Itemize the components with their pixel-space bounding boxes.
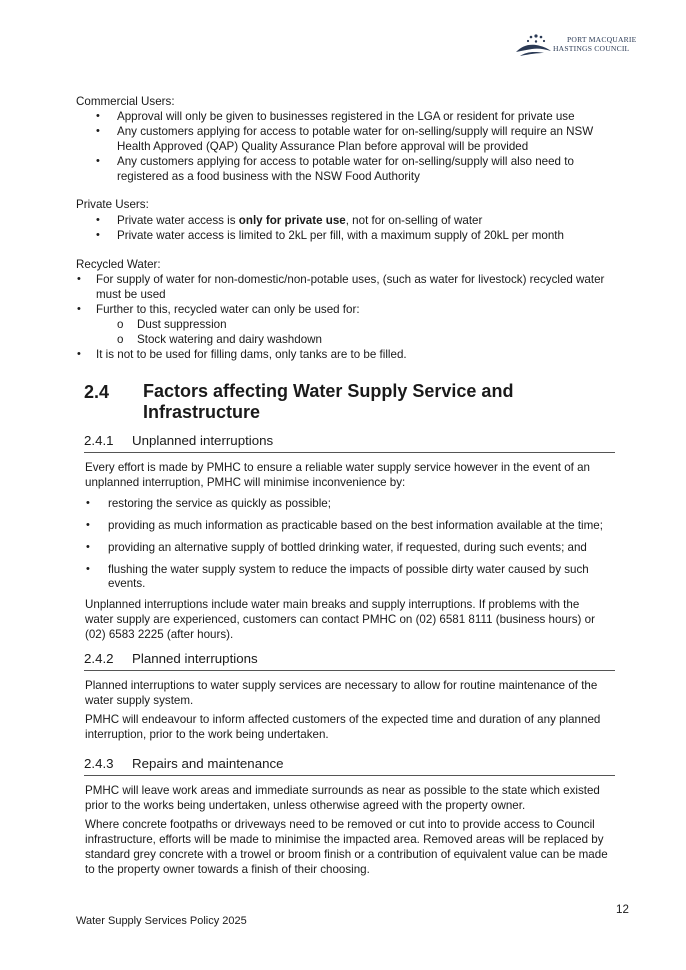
- private-users-label: Private Users:: [76, 198, 149, 211]
- commercial-item-2-line-2: Health Approved (QAP) Quality Assurance Plan before approval will be provided: [117, 140, 529, 153]
- unplanned-outro: Unplanned interruptions include water main breaks and supply interruptions. If problems with the water supply are experienced, customers can contact PMHC on (02) 6581 8111 (business hours) or (02) 6583 2225 (after hours).: [85, 598, 595, 641]
- bullet-marker: •: [96, 155, 100, 167]
- commercial-item-3-line-1: Any customers applying for access to potable water for on-selling/supply will also need to: [117, 155, 574, 168]
- commercial-item-2-line-1: Any customers applying for access to potable water for on-selling/supply will require an NSW: [117, 125, 594, 138]
- recycled-water-label: Recycled Water:: [76, 258, 161, 271]
- bullet-marker: •: [77, 348, 81, 360]
- sub-bullet-marker: o: [117, 318, 124, 331]
- subsection-title: Unplanned interruptions: [132, 433, 274, 448]
- subsection-heading-2-4-1: [84, 433, 615, 453]
- logo-icon: [514, 32, 552, 58]
- bullet-marker: •: [86, 519, 90, 531]
- subsection-heading-2-4-2: [84, 651, 615, 671]
- recycled-item-1-line-1: For supply of water for non-domestic/non-potable uses, (such as water for livestock) recycled water: [96, 273, 605, 286]
- council-logo: [514, 32, 637, 58]
- bullet-marker: •: [86, 497, 90, 509]
- unplanned-bullet-2: providing as much information as practicable based on the best information available at the time;: [108, 519, 603, 532]
- bullet-marker: •: [96, 229, 100, 241]
- repairs-paragraph-1: PMHC will leave work areas and immediate surrounds as near as possible to the state which existed prior to the works being undertaken, unless otherwise agreed with the property owner.: [85, 784, 600, 812]
- planned-paragraph-1: Planned interruptions to water supply services are necessary to allow for routine maintenance of the water supply system.: [85, 679, 598, 707]
- bullet-marker: •: [77, 303, 81, 315]
- planned-paragraph-2: PMHC will endeavour to inform affected customers of the expected time and duration of any planned interruption, prior to the work being undertaken.: [85, 713, 601, 741]
- bullet-marker: •: [96, 125, 100, 137]
- sub-bullet-marker: o: [117, 333, 124, 346]
- page-number: 12: [616, 903, 629, 916]
- unplanned-intro: Every effort is made by PMHC to ensure a reliable water supply service however in the event of an unplanned interruption, PMHC will minimise inconvenience by:: [85, 461, 591, 489]
- recycled-item-2: Further to this, recycled water can only be used for:: [96, 303, 360, 316]
- subsection-heading-2-4-3: [84, 756, 615, 776]
- bullet-marker: •: [86, 563, 90, 575]
- subsection-number: 2.4.2: [84, 651, 114, 666]
- commercial-users-label: Commercial Users:: [76, 95, 175, 108]
- recycled-sub-item-2: Stock watering and dairy washdown: [137, 333, 322, 346]
- logo-line-1: PORT MACQUARIE: [567, 35, 637, 44]
- section-title: Factors affecting Water Supply Service and Infrastructure: [143, 381, 514, 422]
- unplanned-bullet-4-line-2: events.: [108, 577, 146, 590]
- logo-line-2: HASTINGS COUNCIL: [553, 44, 630, 53]
- bullet-marker: •: [86, 541, 90, 553]
- commercial-item-3-line-2: registered as a food business with the NSW Food Authority: [117, 170, 420, 183]
- footer-document-title: Water Supply Services Policy 2025: [76, 915, 247, 927]
- bullet-marker: •: [96, 214, 100, 226]
- section-number: 2.4: [84, 382, 110, 402]
- subsection-title: Planned interruptions: [132, 651, 258, 666]
- unplanned-bullet-1: restoring the service as quickly as possible;: [108, 497, 331, 510]
- recycled-item-3: It is not to be used for filling dams, only tanks are to be filled.: [96, 348, 407, 361]
- bullet-marker: •: [77, 273, 81, 285]
- private-item-1: Private water access is only for private use, not for on-selling of water: [117, 214, 483, 227]
- emphasis-private-use: only for private use: [238, 214, 346, 227]
- subsection-number: 2.4.1: [84, 433, 114, 448]
- unplanned-bullet-3: providing an alternative supply of bottled drinking water, if requested, during such events; and: [108, 541, 587, 554]
- unplanned-bullet-4-line-1: flushing the water supply system to reduce the impacts of possible dirty water caused by such: [108, 563, 589, 576]
- repairs-paragraph-2: Where concrete footpaths or driveways need to be removed or cut into to provide access to Council infrastructure, efforts will be made to minimise the impacted area. Removed areas will be replaced by standard grey concrete with a trowel or broom finish or a contribution of equivalent value can be made to the property owner towards a finish of their choosing.: [85, 818, 608, 876]
- bullet-marker: •: [96, 110, 100, 122]
- subsection-title: Repairs and maintenance: [132, 756, 284, 771]
- recycled-item-1-line-2: must be used: [96, 288, 166, 301]
- commercial-item-1: Approval will only be given to businesses registered in the LGA or resident for private use: [117, 110, 575, 123]
- subsection-number: 2.4.3: [84, 756, 114, 771]
- recycled-sub-item-1: Dust suppression: [137, 318, 227, 331]
- private-item-2: Private water access is limited to 2kL per fill, with a maximum supply of 20kL per month: [117, 229, 564, 242]
